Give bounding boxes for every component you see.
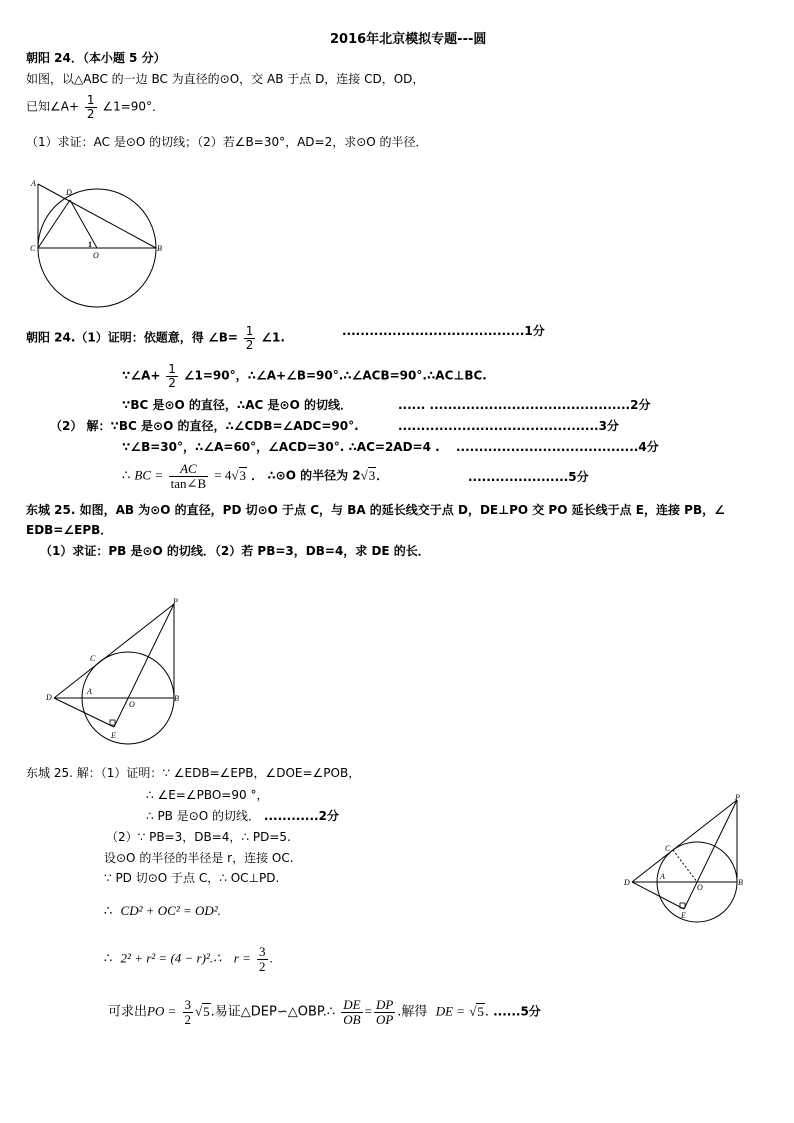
q2-question-line: （1）求证：PB 是⊙O 的切线．（2）若 PB=3，DB=4，求 DE 的长．	[40, 544, 430, 558]
fraction-ac-over-tanb: $\frac{AC}{\tan\angle B}$	[170, 461, 207, 491]
fraction-three-halves: $\frac{3}{2}$	[184, 997, 192, 1027]
fraction-de-over-ob: $\frac{DE}{OB}$	[343, 997, 361, 1027]
a1-line4-score: ............................................3分	[398, 419, 619, 433]
fig2-label-e: E	[111, 731, 116, 740]
fig1-angle-1: 1	[88, 240, 92, 249]
fig3-label-e: E	[681, 911, 686, 920]
a2-line8: ∴ 2² + r² = (4 − r)².∴ r = $\frac{3}{2}$ .	[104, 944, 273, 974]
fig2-label-d: D	[46, 693, 52, 702]
a1-line1-score: ........................................1分	[342, 324, 545, 338]
a2-line1: 东城 25. 解：（1）证明：∵ ∠EDB=∠EPB，∠DOE=∠POB，	[26, 766, 361, 780]
fig1-label-d: D	[66, 188, 72, 197]
fig2-label-c: C	[90, 654, 96, 663]
fig3-label-o: O	[697, 883, 703, 892]
a2-line4: （2）∵ PB=3，DB=4，∴ PD=5.	[106, 830, 291, 844]
fig1-label-o: O	[93, 251, 99, 260]
fig1-label-a: A	[31, 179, 36, 188]
fraction-three-halves: $\frac{3}{2}$	[259, 944, 266, 974]
a1-line4: （2） 解：∵BC 是⊙O 的直径，∴∠CDB=∠ADC=90°.	[50, 419, 359, 433]
q1-statement-line2: 已知∠A+ $\frac{1}{2}$ ∠1=90°．	[26, 93, 165, 121]
fig1-label-c: C	[30, 244, 36, 253]
fraction-half: $\frac{1}{2}$	[168, 362, 176, 390]
fig3-label-p: P	[735, 793, 740, 802]
fig3-label-b: B	[738, 878, 743, 887]
a2-line9: 可求出PO = $\frac{3}{2}$ √5.易证△DEP∽△OBP.∴ $\frac{DE}{OB}$ = $\frac{DP}{OP}$ .解得 DE = √5. ......5分	[108, 997, 541, 1027]
fig2-label-a: A	[87, 687, 92, 696]
a1-line3: ∵BC 是⊙O 的直径，∴AC 是⊙O 的切线．	[122, 398, 352, 412]
fig2-label-p: P	[173, 597, 178, 606]
fig3-label-d: D	[624, 878, 630, 887]
fig1-label-b: B	[157, 244, 162, 253]
q1-question-line: （1）求证：AC 是⊙O 的切线；（2）若∠B=30°，AD=2，求⊙O 的半径．	[26, 135, 428, 149]
figure-2-tangent-diagram	[44, 598, 194, 743]
figure-1-circle-diagram	[28, 176, 168, 311]
figure-3-solution-diagram	[622, 792, 757, 920]
page-title: 2016年北京模拟专题---圆	[330, 32, 487, 47]
fraction-half: $\frac{1}{2}$	[86, 93, 95, 121]
q2-statement-line2: EDB=∠EPB．	[26, 523, 113, 537]
fig3-label-a: A	[660, 872, 665, 881]
a1-line6: ∴ BC = $\frac{AC}{\tan\angle B}$ = 4√3 ． ∴⊙O 的半径为 2√3．	[122, 461, 389, 491]
a1-line5: ∵∠B=30°，∴∠A=60°，∠ACD=30°. ∴AC=2AD=4 .	[122, 440, 440, 454]
a1-line5-score: ........................................4分	[456, 440, 659, 454]
fig2-label-b: B	[174, 694, 179, 703]
a1-line3-score: ...... ............................................2分	[398, 398, 651, 412]
q1-header: 朝阳 24．（本小题 5 分）	[26, 51, 166, 65]
fraction-half: $\frac{1}{2}$	[245, 324, 254, 352]
a2-line5: 设⊙O 的半径的半径是 r，连接 OC.	[104, 851, 294, 865]
fig2-label-o: O	[129, 700, 135, 709]
a1-line2: ∵∠A+ $\frac{1}{2}$ ∠1=90°，∴∠A+∠B=90°.∴∠ACB=90°.∴AC⊥BC.	[122, 362, 487, 390]
a2-line6: ∵ PD 切⊙O 于点 C，∴ OC⊥PD.	[104, 871, 280, 885]
a1-line6-score: ......................5分	[468, 470, 589, 484]
a2-line7: ∴ CD² + OC² = OD².	[104, 903, 221, 919]
fig3-label-c: C	[665, 844, 671, 853]
q2-statement-line1: 东城 25. 如图，AB 为⊙O 的直径，PD 切⊙O 于点 C，与 BA 的延长线交于点 D，DE⊥PO 交 PO 延长线于点 E，连接 PB，∠	[26, 503, 725, 517]
a2-line3: ∴ PB 是⊙O 的切线． ............2分	[146, 809, 339, 823]
a1-line1: 朝阳 24.（1）证明：依题意，得 ∠B= $\frac{1}{2}$ ∠1.	[26, 324, 285, 352]
q1-statement-line1: 如图，以△ABC 的一边 BC 为直径的⊙O，交 AB 于点 D，连接 CD，OD，	[26, 72, 425, 86]
fraction-dp-over-op: $\frac{DP}{OP}$	[375, 997, 394, 1027]
a2-line2: ∴ ∠E=∠PBO=90 °，	[146, 788, 269, 802]
